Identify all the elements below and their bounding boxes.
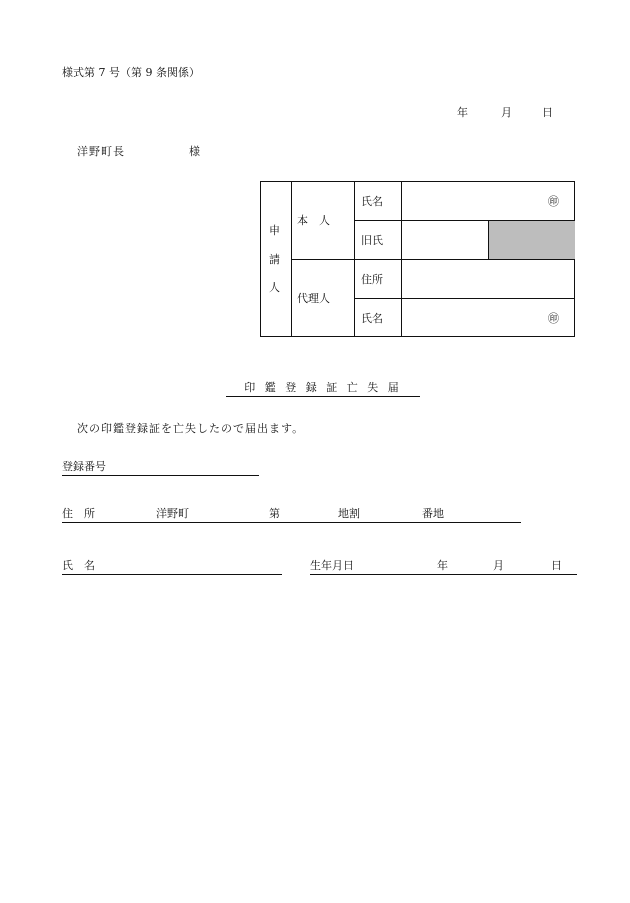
agent-name-label: 氏名: [361, 312, 383, 325]
applicant-label-char: 請: [269, 253, 280, 266]
address-label: 住 所: [62, 507, 95, 520]
date-year-label: 年: [457, 106, 468, 119]
self-seal-mark: ㊞: [548, 195, 559, 208]
registration-number-label: 登録番号: [62, 460, 106, 473]
address-dai-label: 第: [269, 507, 280, 520]
self-old-name-label: 旧氏: [361, 234, 383, 247]
applicant-label-char: 人: [269, 281, 280, 294]
form-number: 様式第 7 号（第 9 条関係）: [62, 66, 200, 79]
applicant-table: [260, 181, 575, 337]
address-chiwari-label: 地割: [338, 507, 360, 520]
divider: [488, 221, 489, 259]
date-month-label: 月: [501, 106, 512, 119]
address-town: 洋野町: [156, 507, 189, 520]
agent-seal-mark: ㊞: [548, 312, 559, 325]
addressee-name: 洋野町長: [77, 145, 125, 158]
shaded-cell: [488, 221, 575, 259]
birth-day-label: 日: [551, 559, 562, 572]
address-banchi-label: 番地: [422, 507, 444, 520]
self-label: 本 人: [297, 214, 330, 227]
divider: [291, 259, 574, 260]
date-day-label: 日: [542, 106, 553, 119]
document-title: 印 鑑 登 録 証 亡 失 届: [226, 381, 420, 397]
applicant-label-char: 申: [269, 224, 280, 237]
agent-address-label: 住所: [361, 273, 383, 286]
name-field[interactable]: [62, 559, 282, 575]
birth-date-label: 生年月日: [310, 559, 354, 572]
statement-text: 次の印鑑登録証を亡失したので届出ます。: [77, 422, 305, 435]
birth-month-label: 月: [493, 559, 504, 572]
registration-number-field[interactable]: [62, 460, 259, 476]
agent-label: 代理人: [297, 292, 330, 305]
addressee-honorific: 様: [189, 145, 200, 158]
divider: [354, 298, 574, 299]
birth-year-label: 年: [437, 559, 448, 572]
address-field[interactable]: [62, 507, 521, 523]
self-name-label: 氏名: [361, 195, 383, 208]
name-label: 氏 名: [62, 559, 95, 572]
